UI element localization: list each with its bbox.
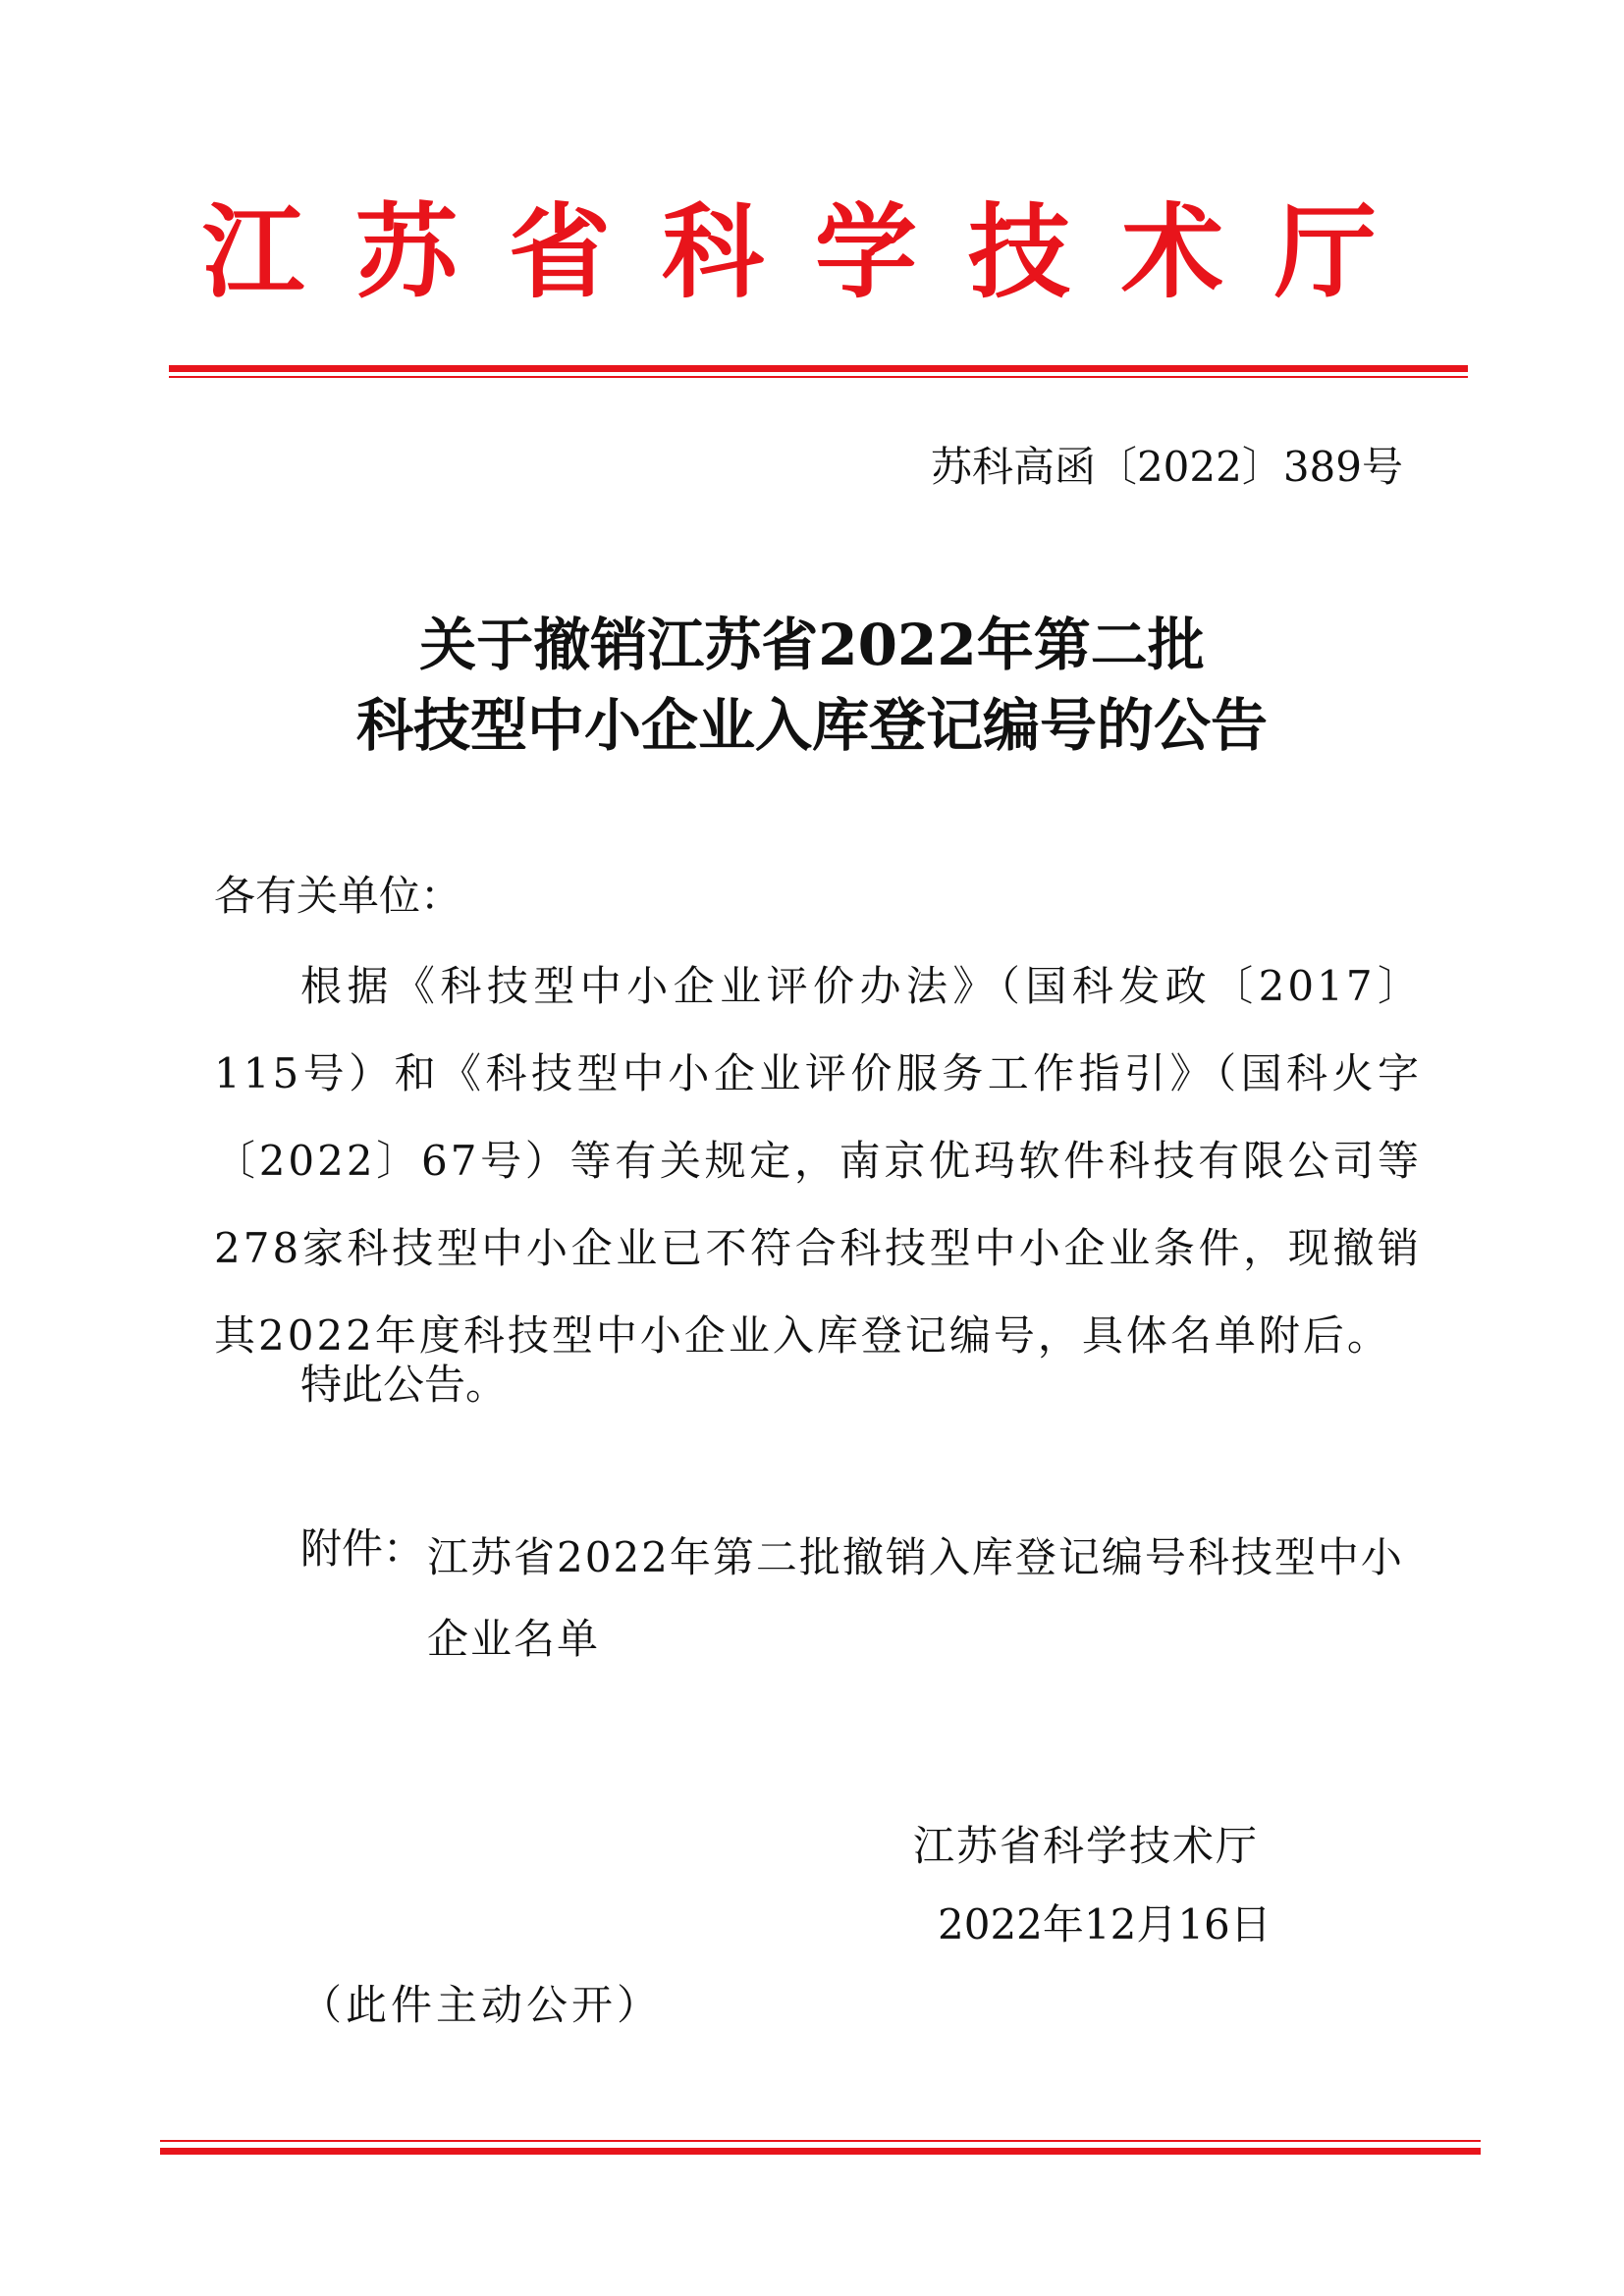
signatory-org: 江苏省科学技术厅: [913, 1822, 1260, 1870]
salutation: 各有关单位：: [214, 872, 462, 920]
disclosure-note: （此件主动公开）: [300, 1981, 663, 2029]
document-title-line-2: 科技型中小企业入库登记编号的公告: [355, 692, 1268, 759]
footer-divider: [160, 2148, 1481, 2155]
header-divider-thin: [169, 376, 1468, 378]
org-header: 江苏省科学技术厅: [201, 192, 1428, 312]
attachment-link[interactable]: 江苏省2022年第二批撤销入库登记编号科技型中小企业名单: [427, 1533, 1404, 1663]
signature-date: 2022年12月16日: [938, 1900, 1272, 1949]
document-number: 苏科高函〔2022〕389号: [930, 443, 1403, 491]
footer-divider-thin: [160, 2140, 1481, 2142]
attachment-label: 附件：: [300, 1524, 425, 1573]
document-title-line-1: 关于撤销江苏省2022年第二批: [419, 612, 1205, 678]
closing-statement: 特此公告。: [300, 1361, 508, 1409]
header-divider: [169, 365, 1468, 372]
body-paragraph: 根据《科技型中小企业评价办法》（国科发政〔2017〕115号）和《科技型中小企业评价服务工作指引》（国科火字〔2022〕67号）等有关规定，南京优玛软件科技有限公司等278家科技型中小企业已不符合科技型中小企业条件，现撤销其2022年度科技型中小企业入库登记编号，具体名单附后。: [214, 962, 1422, 1360]
